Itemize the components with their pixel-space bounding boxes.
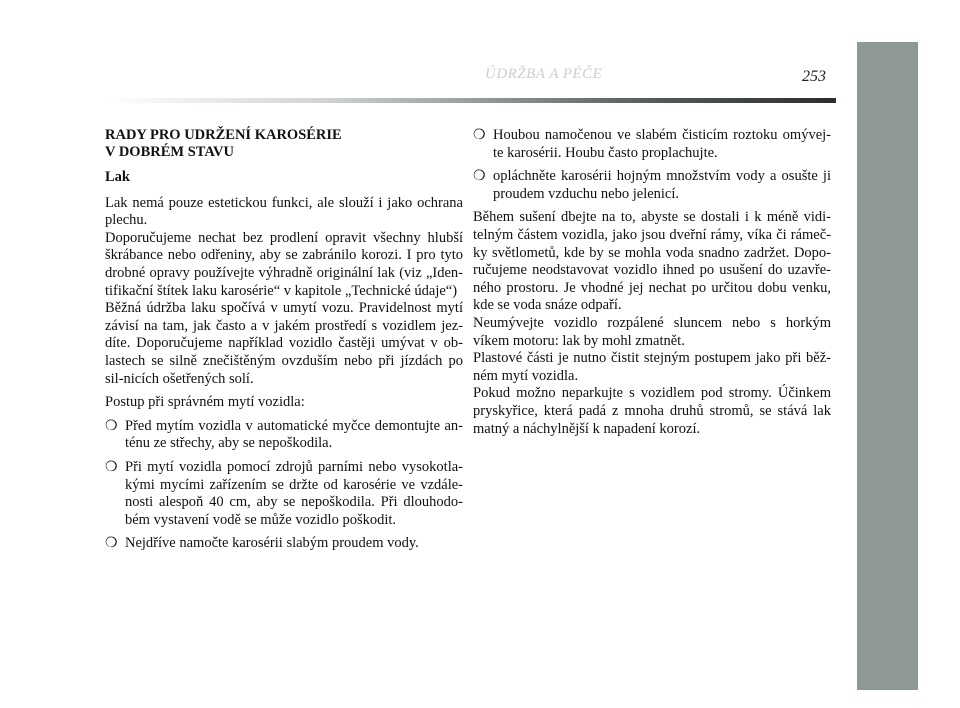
circle-bullet-icon: ❍ — [473, 128, 486, 143]
chapter-side-tab — [857, 42, 918, 690]
paragraph: Doporučujeme nechat bez prodlení opravit všechny hlubší škrábance nebo odřeniny, aby se zabránilo korozi. I pro tyto drobné opravy používejte výhradně originální lak (viz „Iden-tifikační štítek laku karosérie“ v kapitole „Technické údaje“) — [105, 229, 463, 299]
section-title — [105, 127, 463, 161]
paragraph: Pokud možno neparkujte s vozidlem pod stromy. Účinkem pryskyřice, která padá z mnoha druhů stromů, se stává lak matný a náchylnější k napadení korozí. — [473, 385, 831, 437]
bullet-item — [105, 535, 463, 553]
right-column — [473, 127, 831, 444]
bullet-text: opláchněte karosérii hojným množstvím vody a osušte ji proudem vzduchu nebo jelenicí. — [493, 168, 831, 202]
paragraph: Postup při správném mytí vozidla: — [105, 394, 305, 411]
page-number: 253 — [802, 68, 826, 85]
bullet-text: Houbou namočenou ve slabém čisticím roztoku omývej-te karosérii. Houbu často proplachujte. — [493, 127, 831, 161]
bullet-text: Nejdříve namočte karosérii slabým proudem vody. — [125, 535, 419, 552]
header-rule — [106, 98, 836, 103]
section-title-line-1: RADY PRO UDRŽENÍ KAROSÉRIE — [105, 127, 342, 143]
paragraph: Během sušení dbejte na to, abyste se dostali i k méně vidi-telným částem vozidla, jako jsou dveřní rámy, víka či rámeč-ky světlometů, kde by se mohla voda snadno zadržet. Dopo-ručujeme neodstavovat vozidlo ihned po usušení do uzavře-ného prostoru. Je vhodné jej nechat po určitou dobu venku, kde se voda snáze odpaří. — [473, 209, 831, 314]
section-title-line-2: V DOBRÉM STAVU — [105, 144, 234, 160]
bullet-item — [473, 168, 831, 203]
paragraph: Neumývejte vozidlo rozpálené sluncem nebo s horkým víkem motoru: lak by mohl zmatnět. — [473, 314, 831, 349]
bullet-text: Při mytí vozidla pomocí zdrojů parními nebo vysokotla-kými mycími zařízením se držte od karosérie ve vzdále-nosti alespoň 40 cm, aby se nepoškodila. Při dlouhodo-bém vystavení vodě se může vozidlo poškodit. — [125, 458, 463, 528]
circle-bullet-icon: ❍ — [105, 418, 118, 434]
sub-heading-lak: Lak — [105, 169, 130, 185]
bullet-item — [105, 459, 463, 529]
bullet-item — [473, 127, 831, 162]
paragraph: Lak nemá pouze estetickou funkci, ale slouží i jako ochrana plechu. — [105, 194, 463, 229]
bullet-text: Před mytím vozidla v automatické myčce demontujte an-ténu ze střechy, aby se nepoškodila. — [125, 417, 463, 452]
chapter-title: ÚDRŽBA A PÉČE — [485, 66, 603, 82]
circle-bullet-icon: ❍ — [105, 536, 118, 552]
bullet-item — [105, 418, 463, 453]
circle-bullet-icon: ❍ — [473, 169, 486, 185]
paragraph: Plastové části je nutno čistit stejným postupem jako při běž-ném mytí vozidla. — [473, 350, 831, 384]
left-column — [105, 127, 463, 559]
paragraph: Běžná údržba laku spočívá v umytí vozu. Pravidelnost mytí závisí na tam, jak často a v jakém prostředí s vozidlem jez-díte. Doporučujeme například vozidlo častěji umývat v ob-lastech se silně znečištěným ovzduším nebo při jízdách po sil-nicích ošetřených solí. — [105, 300, 463, 387]
circle-bullet-icon: ❍ — [105, 459, 118, 475]
